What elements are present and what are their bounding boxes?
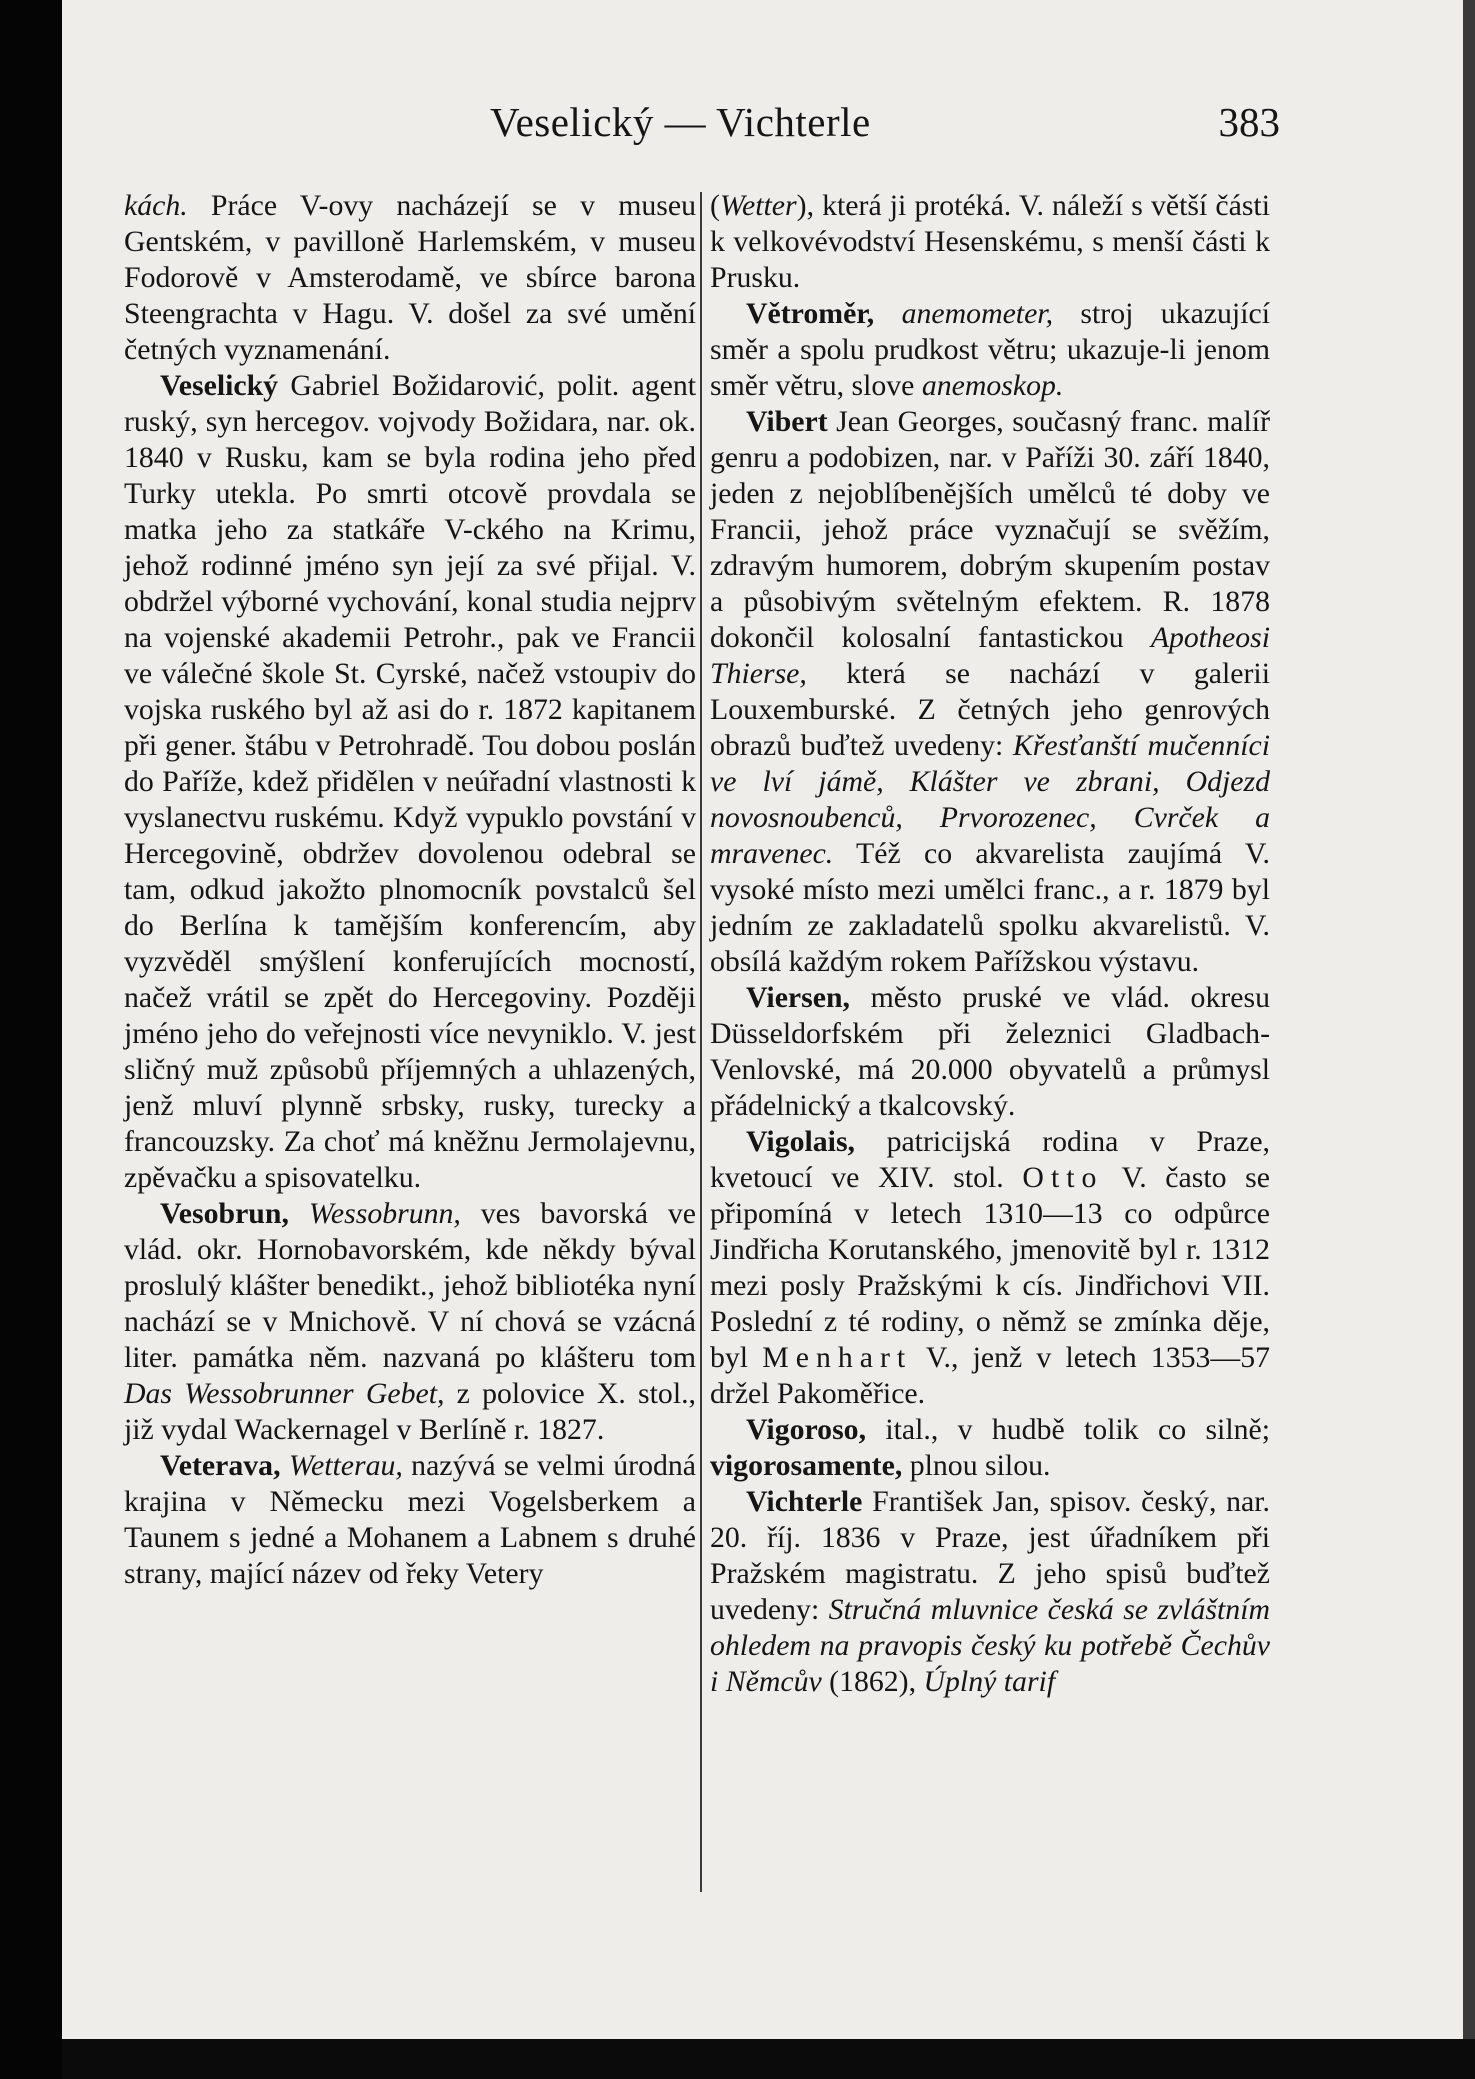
headword: Vigoroso, [746,1413,867,1446]
entry-text: ves bavorská ve vlád. okr. Hornobavorském, kde někdy býval proslulý klášter benedikt., jehož bibliotéka nyní nachází se v Mnichově. V ní chová se vzácná liter. památka něm. nazvaná po klášteru tom [124,1197,696,1374]
entry-veselicky [124,368,696,1196]
headword: Vigolais, [746,1125,855,1158]
entry-vesobrun [124,1196,696,1448]
entry-vetromer [710,296,1270,404]
alt-name: Wetter [719,189,797,222]
page-number: 383 [1218,99,1280,145]
work-title: Křesťanští mučenníci ve lví jámě, Klášter ve zbrani, Odjezd novosnoubenců, Prvorozenec, Cvrček a mravenec. [710,729,1270,870]
entry-veterava [124,1448,696,1592]
person-name: Otto [1022,1161,1104,1194]
term: anemoskop. [921,369,1064,402]
entry-text: město pruské ve vlád. okresu Düsseldorfském při železnici Gladbach-Venlovské, má 20.000 obyvatelů a průmysl přádelnický a tkalcovský. [710,981,1270,1122]
entry-continuation [124,188,696,368]
left-column [124,188,696,1592]
alt-name: Wetterau, [288,1449,403,1482]
alt-name: Wessobrunn, [308,1197,461,1230]
entry-text: patricijská rodina v Praze, kvetoucí ve XIV. stol. [710,1125,1270,1194]
right-column [710,188,1270,1700]
headword: Větroměr, [746,297,875,330]
entry-text: nazývá se velmi úrodná krajina v Německu mezi Vogelsberkem a Taunem s jedné a Mohanem a Labnem s druhé strany, mající název od řeky Vetery [124,1449,697,1590]
scan-edge-bottom [62,2039,1475,2079]
entry-text: která se nachází v galerii Louxemburské. Z četných jeho genrových obrazů buďtež uvedeny: [710,657,1270,762]
headword: Vesobrun, [160,1197,289,1230]
scan-edge-left [0,0,62,2079]
entry-text: plnou silou. [902,1449,1051,1482]
entry-text: František Jan, spisov. český, nar. 20. říj. 1836 v Praze, jest úřadníkem při Pražském magistratu. Z jeho spisů buďtež uvedeny: [710,1485,1270,1626]
headword: Vibert [746,405,828,438]
headword: Veterava, [160,1449,281,1482]
entry-viersen [710,980,1270,1124]
entry-text: stroj ukazující směr a spolu prudkost větru; ukazuje-li jenom směr větru, slove [710,297,1270,402]
paren-open: ( [710,189,720,222]
headword: Veselický [160,369,279,402]
entry-continuation-text: Práce V-ovy nacházejí se v museu Gentském, v pavilloně Harlemském, v museu Fodorově v Amsterodamě, ve sbírce barona Steengrachta v Hagu. V. došel za své umění četných vyznamenání. [124,189,696,366]
entry-vichterle [710,1484,1270,1700]
work-title: Das Wessobrunner Gebet, [124,1377,445,1410]
entry-text: Též co akvarelista zaujímá V. vysoké místo mezi umělci franc., a r. 1879 byl jedním ze zakladatelů spolku akvarelistů. V. obsílá každým rokem Pařížskou výstavu. [710,837,1270,978]
entry-vigolais [710,1124,1270,1412]
entry-text: (1862), [821,1665,924,1698]
entry-text: V., jenž v letech 1353—57 držel Pakoměřice. [710,1341,1270,1410]
work-title: Stručná mluvnice česká se zvláštním ohledem na pravopis český ku potřebě Čechův i Němcův [710,1593,1270,1698]
entry-text: Jean Georges, současný franc. malíř genru a podobizen, nar. v Paříži 30. září 1840, jeden z nejoblíbenějších umělců té doby ve Francii, jehož práce vyznačují se svěžím, zdravým humorem, dobrým skupením postav a působivým světelným efektem. R. 1878 dokončil kolosalní fantastickou [710,405,1270,654]
work-title: Apotheosi Thierse, [710,621,1270,690]
header-title: Veselický — Vichterle [490,99,871,145]
entry-continuation-text: ), která ji protéká. V. náleží s větší části k velkovévodství Hesenskému, s menší části k Prusku. [710,189,1270,294]
headword: vigorosamente, [710,1449,903,1482]
entry-vibert [710,404,1270,980]
running-header [400,98,1280,158]
entry-text: z polovice X. stol., již vydal Wackernagel v Berlíně r. 1827. [124,1377,696,1446]
entry-text: V. často se připomíná v letech 1310—13 co odpůrce Jindřicha Korutanského, jmenovitě byl r. 1312 mezi posly Pražskými k cís. Jindřichovi VII. Poslední z té rodiny, o němž se zmínka děje, byl [710,1161,1271,1374]
work-title: Úplný tarif [923,1665,1056,1698]
entry-continuation-start: kách. [124,189,188,222]
headword: Viersen, [746,981,850,1014]
person-name: Menhart [762,1341,913,1374]
entry-text: ital., v hudbě tolik co silně; [866,1413,1270,1446]
column-divider [700,192,702,1892]
entry-vigoroso [710,1412,1270,1484]
term: anemometer, [901,297,1054,330]
headword: Vichterle [746,1485,863,1518]
scan-edge-right [1463,0,1475,2079]
entry-text: Gabriel Božidarović, polit. agent ruský, syn hercegov. vojvody Božidara, nar. ok. 1840 v Rusku, kam se byla rodina jeho před Turky utekla. Po smrti otcově provdala se matka jeho za statkáře V-ckého na Krimu, jehož rodinné jméno syn její za své přijal. V. obdržel výborné vychování, konal studia nejprv na vojenské akademii Petrohr., pak ve Francii ve válečné škole St. Cyrské, načež vstoupiv do vojska ruského byl až asi do r. 1872 kapitanem při gener. štábu v Petrohradě. Tou dobou poslán do Paříže, kdež přidělen v neúřadní vlastnosti k vyslanectvu ruskému. Když vypuklo povstání v Hercegovině, obdržev dovolenou odebral se tam, odkud jakožto plnomocník povstalců šel do Berlína k tamějším konferencím, aby vyzvěděl smýšlení konferujících mocností, načež vrátil se zpět do Hercegoviny. Později jméno jeho do veřejnosti více nevyniklo. V. jest sličný muž způsobů příjemných a uhlazených, jenž mluví plynně srbsky, rusky, turecky a francouzsky. Za choť má kněžnu Jermolajevnu, zpěvačku a spisovatelku. [124,369,696,1194]
entry-continuation [710,188,1270,296]
